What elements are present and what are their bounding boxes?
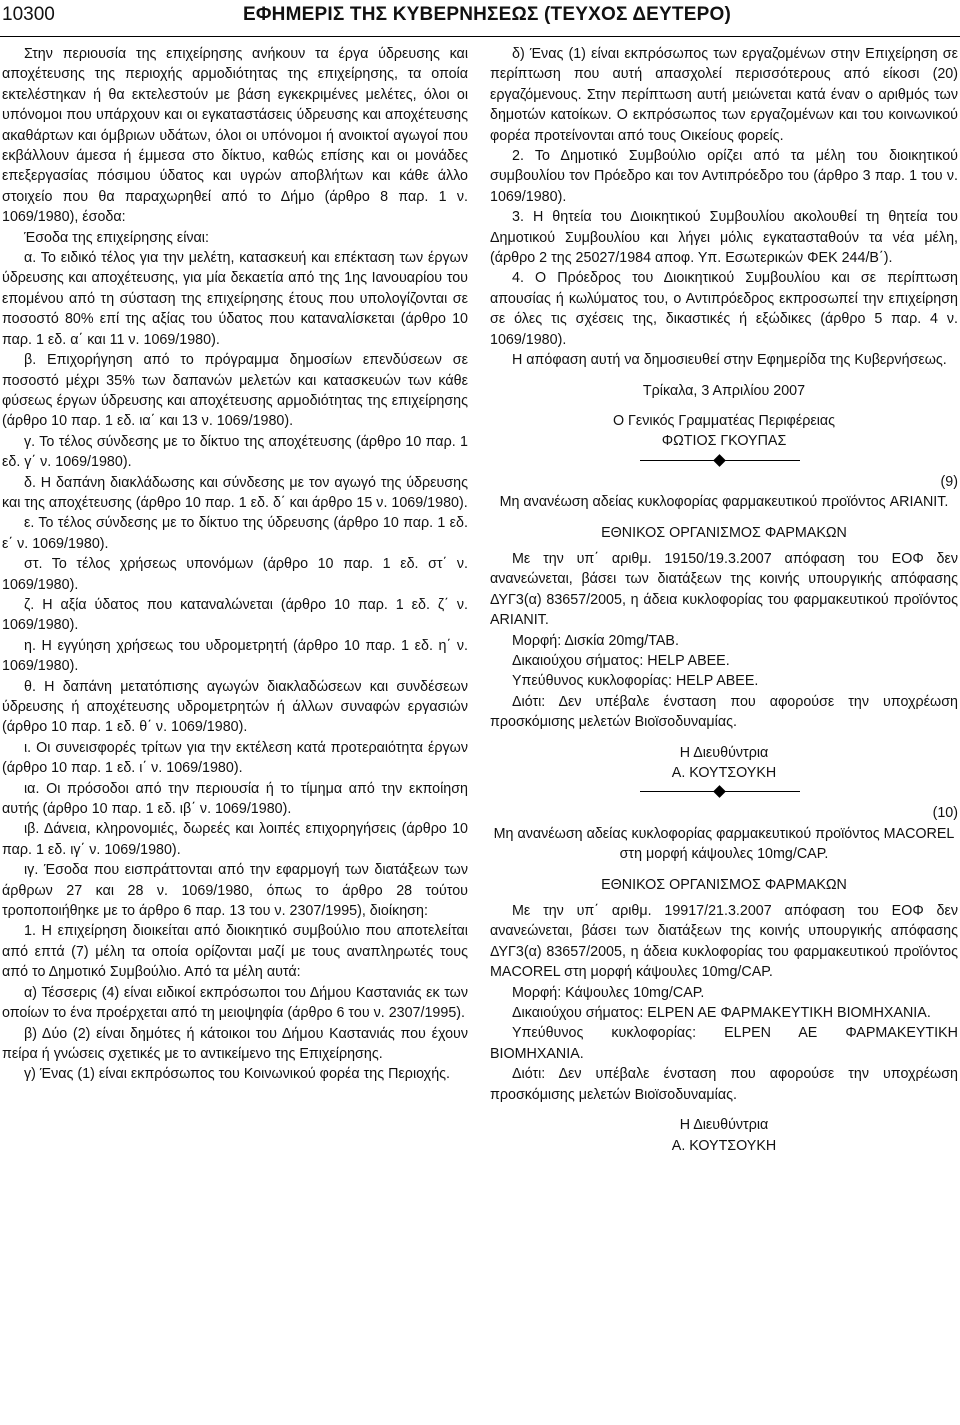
item-reason: Διότι: Δεν υπέβαλε ένσταση που αφορούσε την υποχρέωση προσκόμισης μελετών Βιοϊσοδυναμίας. (490, 1066, 958, 1103)
item-title: Μη ανανέωση αδείας κυκλοφορίας φαρμακευτικού προϊόντος ARIANIT. (499, 494, 949, 511)
paragraph: ια. Οι πρόσοδοι από την περιουσία ή το τίμημα από την εκποίηση αυτής (άρθρο 10 παρ. 1 εδ. ιβ΄ ν. 1069/1980). (2, 780, 468, 818)
signer-title: Ο Γενικός Γραμματέας Περιφέρειας (612, 412, 836, 429)
paragraph: στ. Το τέλος χρήσεως υπονόμων (άρθρο 10 παρ. 1 εδ. στ΄ ν. 1069/1980). (2, 556, 468, 593)
item-responsible: Υπεύθυνος κυκλοφορίας: HELP ABEE. (512, 673, 759, 690)
item-organization: ΕΘΝΙΚΟΣ ΟΡΓΑΝΙΣΜΟΣ ΦΑΡΜΑΚΩΝ (601, 876, 847, 893)
paragraph: β) Δύο (2) είναι δημότες ή κάτοικοι του Δήμου Καστανιάς που έχουν πείρα ή γνώσεις σχετικές με το αντικείμενο της Επιχείρησης. (2, 1025, 468, 1062)
paragraph: ζ. Η αξία ύδατος που καταναλώνεται (άρθρο 10 παρ. 1 εδ. ζ΄ ν. 1069/1980). (2, 596, 468, 634)
paragraph: ιβ. Δάνεια, κληρονομιές, δωρεές και λοιπές επιχορηγήσεις (άρθρο 10 παρ. 1 εδ. ιγ΄ ν. 1069/1980). (2, 821, 468, 858)
place-date: Τρίκαλα, 3 Απριλίου 2007 (642, 382, 806, 399)
paragraph: η. Η εγγύηση χρήσεως του υδρομετρητή (άρθρο 10 παρ. 1 εδ. η΄ ν. 1069/1980). (2, 637, 468, 675)
paragraph: γ) Ένας (1) είναι εκπρόσωπος του Κοινωνικού φορέα της Περιοχής. (24, 1066, 451, 1083)
sign-role: Η Διευθύντρια (679, 744, 769, 761)
page-number: 10300 (2, 4, 55, 25)
right-column (490, 44, 958, 1156)
paragraph: 2. Το Δημοτικό Συμβούλιο ορίζει από τα μέλη του διοικητικού συμβουλίου τον Πρόεδρο και τον Αντιπρόεδρο του (άρθρο 3 παρ. 1 του ν. 1069/1980). (490, 148, 958, 205)
item-form: Μορφή: Κάψουλες 10mg/CAP. (512, 984, 705, 1001)
sign-name: Α. ΚΟΥΤΣΟΥΚΗ (671, 765, 777, 781)
page-header (0, 0, 960, 37)
paragraph: α. Το ειδικό τέλος για την μελέτη, κατασκευή και επέκταση των έργων ύδρευσης και αποχέτευσης, για μία δεκαετία από της 1ης Ιανουαρίου του επομένου από τη σύσταση της επιχείρησης έτους που υπολογίζονται σε ποσοστό 80% επί της αξίας του ύδατος που καταναλίσκεται (άρθρο 10 παρ. 1 εδ. α΄ και 11 ν. 1069/1980). (2, 250, 468, 348)
left-column (2, 44, 468, 1085)
item-body: Με την υπ΄ αριθμ. 19150/19.3.2007 απόφαση του ΕΟΦ δεν ανανεώνεται, βάσει των διατάξεων της κοινής υπουργικής απόφασης ΔΥΓ3(α) 83657/2005, η άδεια κυκλοφορίας του φαρμακευτικού προϊόντος ARIANIT. (490, 550, 958, 629)
item-title: Μη ανανέωση αδείας κυκλοφορίας φαρμακευτικού προϊόντος MACOREL στη μορφή κάψουλες 10mg/CAP. (493, 825, 955, 863)
section-separator (490, 454, 958, 468)
sign-name: Α. ΚΟΥΤΣΟΥΚΗ (671, 1137, 777, 1154)
paragraph: Η απόφαση αυτή να δημοσιευθεί στην Εφημερίδα της Κυβερνήσεως. (512, 352, 947, 369)
paragraph: α) Τέσσερις (4) είναι ειδικοί εκπρόσωποι του Δήμου Καστανιάς εκ των οποίων το ένα προέρχεται από τη μειοψηφία (άρθρο 6 του ν. 2307/1995). (2, 984, 468, 1022)
paragraph: Έσοδα της επιχείρησης είναι: (24, 229, 209, 246)
paragraph: ιγ. Έσοδα που εισπράττονται από την εφαρμογή των διατάξεων των άρθρων 27 και 28 ν. 1069/1980, όπως το άρθρο 28 τούτου τροποποιήθηκε με το άρθρο 6 παρ. 13 του ν. 2307/1995), διοίκηση: (2, 862, 468, 920)
item-responsible: Υπεύθυνος κυκλοφορίας: ELPEN AE ΦΑΡΜΑΚΕΥΤΙΚΗ ΒΙΟΜΗΧΑΝΙΑ. (490, 1025, 958, 1062)
item-reason: Διότι: Δεν υπέβαλε ένσταση που αφορούσε την υποχρέωση προσκόμισης μελετών Βιοϊσοδυναμίας. (490, 693, 958, 731)
paragraph: ε. Το τέλος σύνδεσης με το δίκτυο της ύδρευσης (άρθρο 10 παρ. 1 εδ. ε΄ ν. 1069/1980). (2, 515, 468, 552)
item-holder: Δικαιούχου σήματος: HELP ABEE. (512, 652, 730, 669)
item-body: Με την υπ΄ αριθμ. 19917/21.3.2007 απόφαση του ΕΟΦ δεν ανανεώνεται, βάσει των διατάξεων της κοινής υπουργικής απόφασης ΔΥΓ3(α) 83657/2005, η άδεια κυκλοφορίας του φαρμακευτικού προϊόντος MACOREL στη μορφή κάψουλες 10mg/CAP. (490, 903, 958, 981)
paragraph: γ. Το τέλος σύνδεσης με το δίκτυο της αποχέτευσης (άρθρο 10 παρ. 1 εδ. γ΄ ν. 1069/1980). (2, 433, 468, 471)
signer-name: ΦΩΤΙΟΣ ΓΚΟΥΠΑΣ (661, 433, 787, 450)
paragraph: δ. Η δαπάνη διακλάδωσης και σύνδεσης με τον αγωγό της ύδρευσης και της αποχέτευσης (άρθρο 10 παρ. 1 εδ. δ΄ και άρθρο 15 ν. 1069/1980). (2, 474, 468, 511)
paragraph: Στην περιουσία της επιχείρησης ανήκουν τα έργα ύδρευσης και αποχέτευσης της περιοχής αρμοδιότητας της επιχείρησης, τα οποία εκτελέστηκαν ή θα εκτελεστούν με βάση εγκεκριμένες μελέτες, όλοι οι υπόνομοι που υπάρχουν και οι εγκαταστάσεις ύδρευσης και αποχέτευσης ακαθάρτων και όμβριων υδάτων, όλοι οι υπόνομοι ή ανοικτοί αγωγοί που εκβάλλουν άμεσα ή έμμεσα στο δίκτυο, καθώς επίσης και οι μονάδες επεξεργασίας πόσιμου ύδατος και υγρών αποβλήτων και κάθε άλλο στοιχείο που θα παραχωρηθεί από το Δήμο (άρθρο 8 παρ. 1 ν. 1069/1980), έσοδα: (2, 46, 468, 226)
paragraph: θ. Η δαπάνη μετατόπισης αγωγών διακλαδώσεων και συνδέσεων ύδρευσης ή αποχέτευσης υδρομετρητών ή άλλων συναφών εργασιών (άρθρο 10 παρ. 1 εδ. θ΄ ν. 1069/1980). (2, 678, 468, 736)
item-number: (9) (940, 473, 958, 490)
section-separator (490, 785, 958, 799)
item-form: Μορφή: Δισκία 20mg/TAB. (512, 632, 679, 649)
paragraph: 3. Η θητεία του Διοικητικού Συμβουλίου ακολουθεί τη θητεία του Δημοτικού Συμβουλίου και λήγει μόλις εγκατασταθούν τα νέα μέλη, (άρθρο 2 της 25027/1984 αποφ. Υπ. Εσωτερικών ΦΕΚ 244/Β΄). (490, 209, 958, 267)
sign-role: Η Διευθύντρια (679, 1117, 769, 1134)
item-number: (10) (932, 805, 958, 822)
paragraph: 4. Ο Πρόεδρος του Διοικητικού Συμβουλίου και σε περίπτωση απουσίας ή κωλύματος του, ο Αντιπρόεδρος εκπροσωπεί την επιχείρηση σε όλες τις σχέσεις της, δικαστικές ή εξώδικες (άρθρο 5 παρ. 4 ν. 1069/1980). (490, 270, 958, 348)
gazette-title: ΕΦΗΜΕΡΙΣ ΤΗΣ ΚΥΒΕΡΝΗΣΕΩΣ (ΤΕΥΧΟΣ ΔΕΥΤΕΡΟ) (243, 4, 731, 25)
item-organization: ΕΘΝΙΚΟΣ ΟΡΓΑΝΙΣΜΟΣ ΦΑΡΜΑΚΩΝ (601, 524, 847, 541)
paragraph: ι. Οι συνεισφορές τρίτων για την εκτέλεση κατά προτεραιότητα έργων (άρθρο 10 παρ. 1 εδ. ι΄ ν. 1069/1980). (2, 739, 468, 777)
paragraph: β. Επιχορήγηση από το πρόγραμμα δημοσίων επενδύσεων σε ποσοστό μέχρι 35% των δαπανών μελετών και κατασκευών των κάθε φύσεως έργων ύδρευσης και αποχέτευσης αρμοδιότητας της επιχείρησης (άρθρο 10 παρ. 1 εδ. ια΄ και 13 ν. 1069/1980). (2, 352, 468, 430)
paragraph: δ) Ένας (1) είναι εκπρόσωπος των εργαζομένων στην Επιχείρηση σε περίπτωση που αυτή απασχολεί περισσότερους από είκοσι (20) εργαζόμενους. Στην περίπτωση αυτή μειώνεται κατά έναν ο αριθμός των δημοτών κατοίκων. Ο εκπρόσωπος των εργαζομένων και του κοινωνικού φορέα προτείνονται από τους Οικείους φορείς. (490, 46, 958, 144)
paragraph: 1. Η επιχείρηση διοικείται από διοικητικό συμβούλιο που αποτελείται από επτά (7) μέλη τα οποία ορίζονται μαζί με τους αναπληρωτές τους από το Δημοτικό Συμβούλιο. Από τα μέλη αυτά: (2, 923, 468, 981)
item-holder: Δικαιούχου σήματος: ELPEN AE ΦΑΡΜΑΚΕΥΤΙΚΗ ΒΙΟΜΗΧΑΝΙΑ. (512, 1005, 931, 1022)
